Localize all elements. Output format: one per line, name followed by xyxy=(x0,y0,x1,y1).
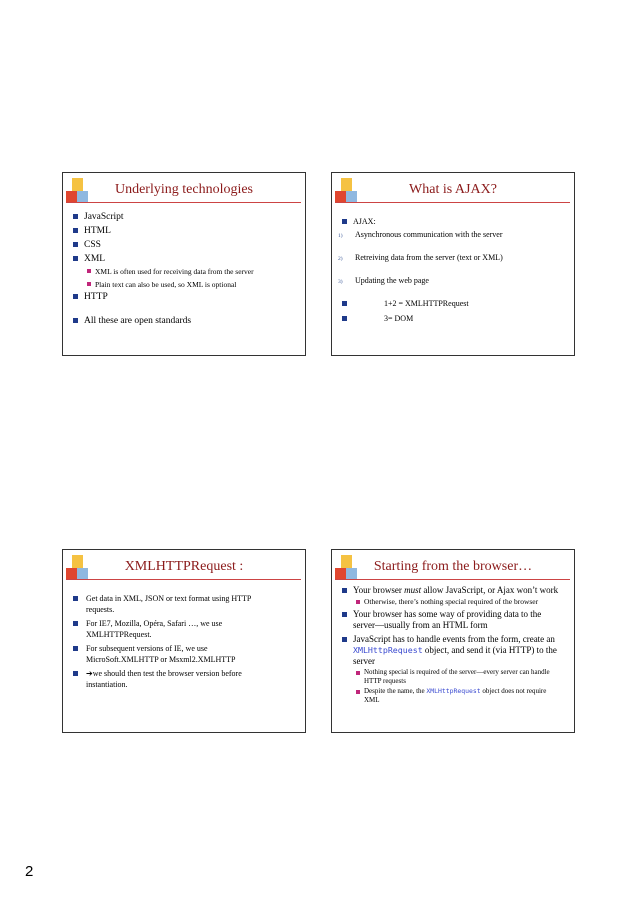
bullet-text: allow JavaScript, or Ajax won’t work xyxy=(423,585,559,595)
bullet: HTTP xyxy=(63,291,305,303)
slide-title: Underlying technologies xyxy=(114,182,254,197)
sub-bullet: XML is often used for receiving data from the server xyxy=(63,266,305,277)
bullet: For subsequent versions of IE, we use MicroSoft.XMLHTTP or Msxml2.XMLHTTP xyxy=(63,643,275,665)
bullet: AJAX: xyxy=(332,216,574,228)
slide-xmlhttprequest xyxy=(62,549,306,733)
bullet: Your browser has some way of providing data to the server—usually from an HTML form xyxy=(332,609,560,631)
numbered-item xyxy=(332,275,574,287)
bullet: HTML xyxy=(63,225,305,237)
bullet-emphasis: must xyxy=(404,585,422,595)
bullet: XML xyxy=(63,253,305,265)
item-number: 1) xyxy=(338,233,343,239)
slide-what-is-ajax xyxy=(331,172,575,356)
sub-bullet: Nothing special is required of the server—every server can handle HTTP requests xyxy=(332,668,560,686)
bullet: For IE7, Mozilla, Opéra, Safari …, we use XMLHTTPRequest. xyxy=(63,618,275,640)
slide-title: What is AJAX? xyxy=(409,182,497,197)
title-rule xyxy=(335,579,570,580)
item-text: Updating the web page xyxy=(355,276,429,285)
slide-title: XMLHTTPRequest : xyxy=(124,559,244,574)
numbered-item xyxy=(332,252,574,264)
item-text: Retreiving data from the server (text or XML) xyxy=(355,253,503,262)
bullet-text: Your browser xyxy=(353,585,402,595)
title-rule xyxy=(335,202,570,203)
slide-title: Starting from the browser… xyxy=(373,559,533,574)
bullet-list xyxy=(63,593,275,690)
bullet: All these are open standards xyxy=(63,315,305,327)
slide-underlying-technologies xyxy=(62,172,306,356)
bullet: Get data in XML, JSON or text format using HTTP requests. xyxy=(63,593,275,615)
item-number: 2) xyxy=(338,256,343,262)
bullet: JavaScript xyxy=(63,211,305,223)
numbered-item xyxy=(332,229,574,241)
title-rule xyxy=(66,579,301,580)
item-text: Asynchronous communication with the server xyxy=(355,230,503,239)
sub-bullet xyxy=(332,687,560,705)
bullet-text: object does not require XML xyxy=(364,687,547,704)
bullet: 1+2 = XMLHTTPRequest xyxy=(332,298,574,310)
bullet-text: object, and send it (via HTTP) to the server xyxy=(353,645,557,666)
bullet: CSS xyxy=(63,239,305,251)
title-rule xyxy=(66,202,301,203)
slide-starting-from-browser xyxy=(331,549,575,733)
bullet-list xyxy=(332,585,560,705)
sub-bullet: Plain text can also be used, so XML is optional xyxy=(63,279,305,290)
bullet xyxy=(332,585,560,596)
page-number: 2 xyxy=(25,863,34,880)
code-term: XMLHttpRequest xyxy=(426,687,481,695)
bullet-list xyxy=(332,216,574,325)
bullet: 3= DOM xyxy=(332,313,574,325)
code-term: XMLHttpRequest xyxy=(353,645,423,655)
bullet: ➔we should then test the browser version before instantiation. xyxy=(63,668,275,690)
bullet-list xyxy=(63,211,305,327)
bullet-text: JavaScript has to handle events from the form, create an xyxy=(353,634,555,644)
item-number: 3) xyxy=(338,279,343,285)
sub-bullet: Otherwise, there’s nothing special required of the browser xyxy=(332,597,560,607)
bullet xyxy=(332,634,560,667)
bullet-text: Despite the name, the xyxy=(364,687,425,695)
